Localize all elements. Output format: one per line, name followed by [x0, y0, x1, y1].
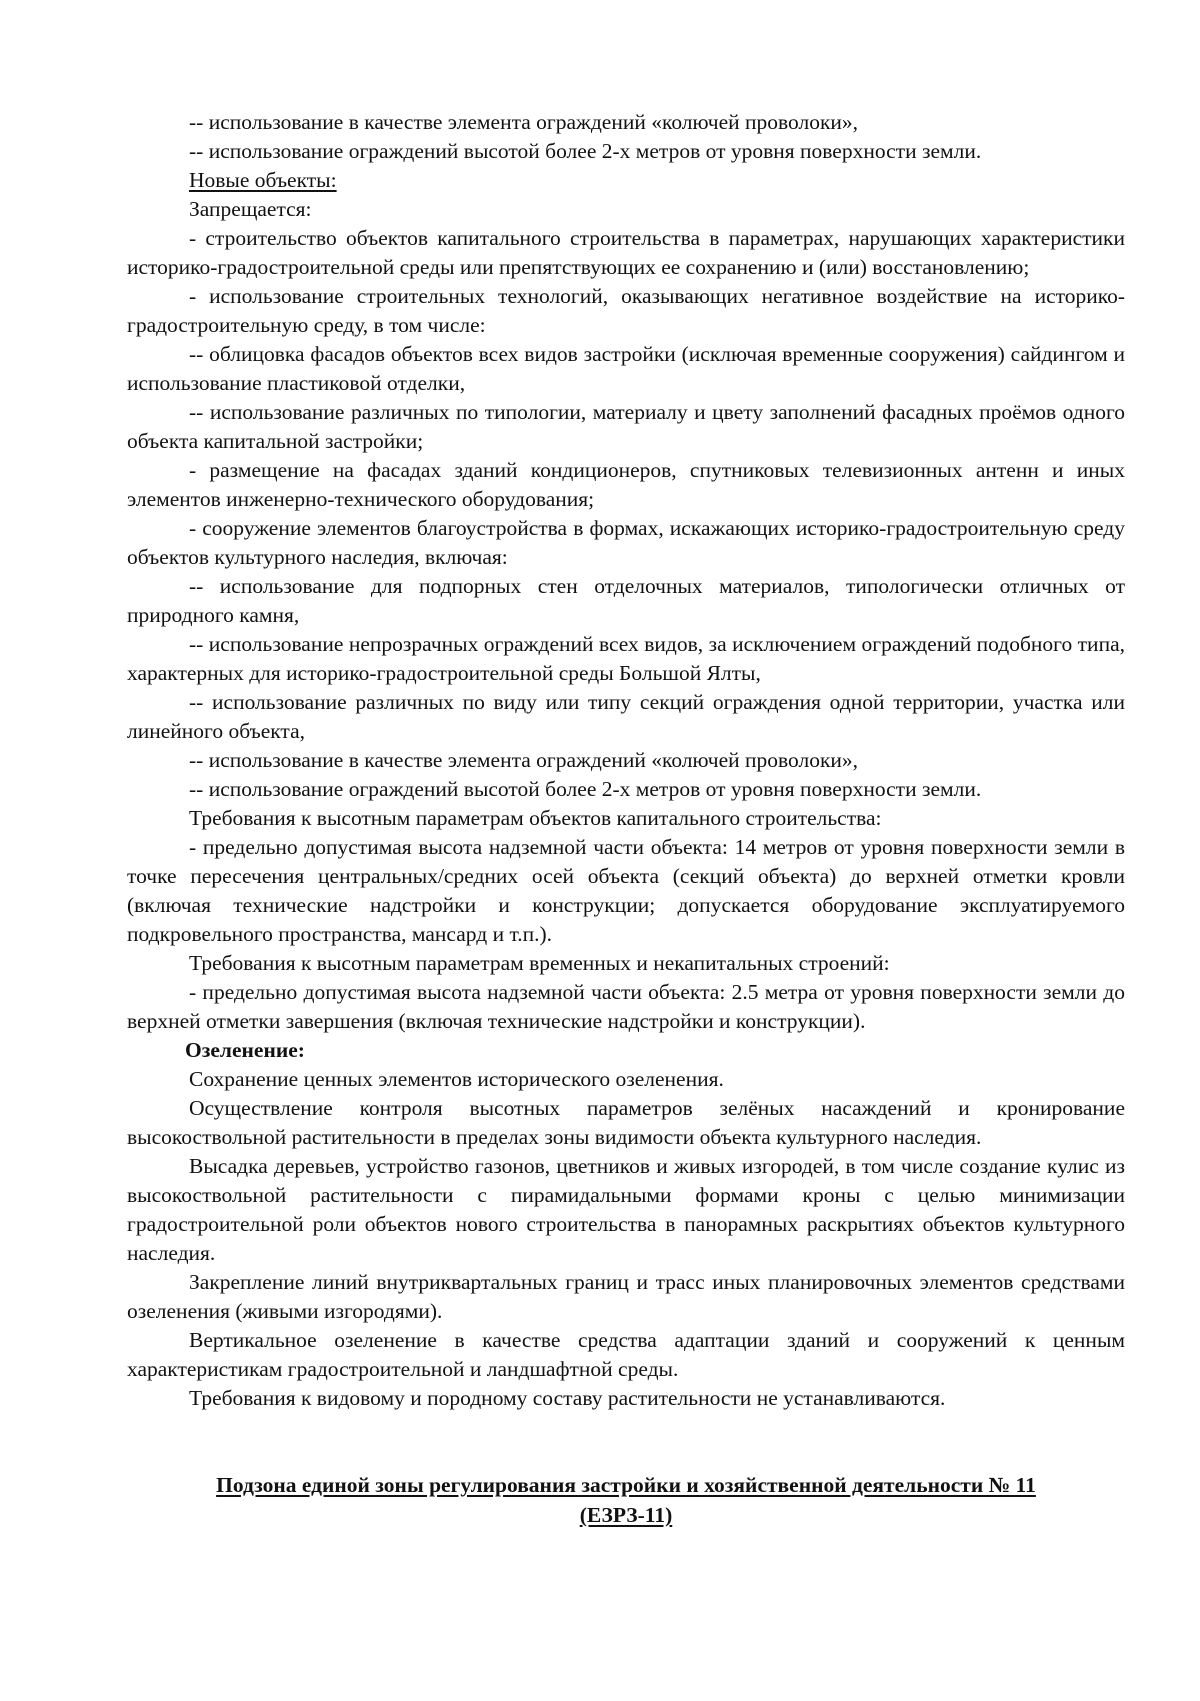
- opaque-fences-rule: -- использование непрозрачных ограждений всех видов, за исключением ограждений подобного типа, характерных для историко-градостроительной среды Большой Ялты,: [127, 632, 1125, 685]
- construction-rule: - строительство объектов капитального строительства в параметрах, нарушающих характеристики историко-градостроительной среды или препятствующих ее сохранению и (или) восстановлению;: [127, 226, 1125, 279]
- equipment-rule: - размещение на фасадах зданий кондиционеров, спутниковых телевизионных антенн и иных элементов инженерно-технического оборудования;: [127, 458, 1125, 511]
- technology-rule: - использование строительных технологий, оказывающих негативное воздействие на историко-градостроительную среду, в том числе:: [127, 284, 1125, 337]
- facade-openings-rule: -- использование различных по типологии, материалу и цвету заполнений фасадных проёмов одного объекта капитальной застройки;: [127, 400, 1125, 453]
- new-objects-heading: [127, 166, 1125, 195]
- siding-rule: -- облицовка фасадов объектов всех видов застройки (исключая временные сооружения) сайдингом и использование пластиковой отделки,: [127, 342, 1125, 395]
- new-objects-heading-text: Новые объекты:: [189, 168, 337, 192]
- greening-preserve: Сохранение ценных элементов исторического озеленения.: [189, 1067, 724, 1091]
- section-title-line2: (ЕЗРЗ-11): [579, 1503, 673, 1527]
- height-requirements-capital: Требования к высотным параметрам объектов капитального строительства:: [189, 806, 882, 830]
- section-title: [127, 1470, 1125, 1530]
- fence-barbed-wire-item: -- использование в качестве элемента ограждений «колючей проволоки»,: [189, 110, 859, 134]
- fence-height-item: -- использование ограждений высотой более 2-х метров от уровня поверхности земли.: [189, 777, 982, 801]
- height-capital-detail: - предельно допустимая высота надземной части объекта: 14 метров от уровня поверхности земли в точке пересечения центральных/средних осей объекта (секций объекта) до верхней отметки кровли (включая технические надстройки и конструкции; допускается оборудование эксплуатируемого подкровельного пространства, мансард и т.п.).: [127, 835, 1125, 946]
- landscaping-rule: - сооружение элементов благоустройства в формах, искажающих историко-градостроительную среду объектов культурного наследия, включая:: [127, 516, 1125, 569]
- height-temporary-detail: - предельно допустимая высота надземной части объекта: 2.5 метра от уровня поверхности земли до верхней отметки завершения (включая технические надстройки и конструкции).: [127, 980, 1125, 1033]
- section-title-line1: Подзона единой зоны регулирования застройки и хозяйственной деятельности № 11: [216, 1473, 1036, 1497]
- document-body: [127, 108, 1125, 1413]
- greening-heading: [127, 1036, 1125, 1065]
- prohibited-label: Запрещается:: [189, 197, 312, 221]
- greening-control: Осуществление контроля высотных параметров зелёных насаждений и кронирование высокоствольной растительности в пределах зоны видимости объекта культурного наследия.: [127, 1096, 1125, 1149]
- greening-species: Требования к видовому и породному составу растительности не устанавливаются.: [189, 1386, 946, 1410]
- greening-boundaries: Закрепление линий внутриквартальных границ и трасс иных планировочных элементов средствами озеленения (живыми изгородями).: [127, 1270, 1125, 1323]
- greening-heading-text: Озеленение:: [185, 1038, 305, 1062]
- retaining-walls-rule: -- использование для подпорных стен отделочных материалов, типологически отличных от природного камня,: [127, 574, 1125, 627]
- fence-barbed-wire-item: -- использование в качестве элемента ограждений «колючей проволоки»,: [189, 748, 859, 772]
- fence-height-item: -- использование ограждений высотой более 2-х метров от уровня поверхности земли.: [189, 139, 982, 163]
- fence-sections-rule: -- использование различных по виду или типу секций ограждения одной территории, участка или линейного объекта,: [127, 690, 1125, 743]
- greening-vertical: Вертикальное озеленение в качестве средства адаптации зданий и сооружений к ценным характеристикам градостроительной и ландшафтной среды.: [127, 1328, 1125, 1381]
- height-requirements-temporary: Требования к высотным параметрам временных и некапитальных строений:: [189, 951, 890, 975]
- greening-planting: Высадка деревьев, устройство газонов, цветников и живых изгородей, в том числе создание кулис из высокоствольной растительности с пирамидальными формами кроны с целью минимизации градостроительной роли объектов нового строительства в панорамных раскрытиях объектов культурного наследия.: [127, 1154, 1125, 1265]
